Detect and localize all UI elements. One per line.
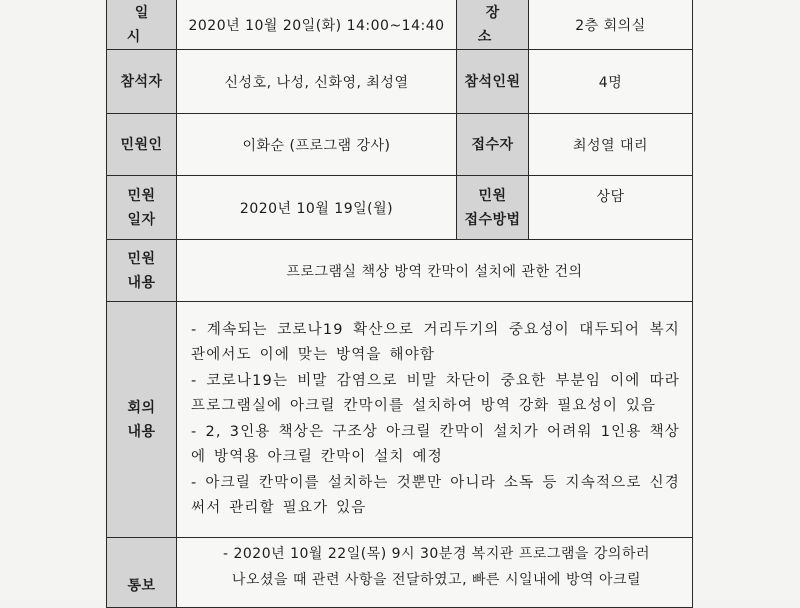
attendee-count-label: 참석인원 bbox=[457, 50, 529, 114]
petition-date-value: 2020년 10월 19일(월) bbox=[177, 176, 457, 240]
datetime-label: 일 시 bbox=[107, 0, 177, 50]
petition-content-label: 민원 내용 bbox=[107, 240, 177, 302]
row-petition-date bbox=[107, 176, 693, 240]
place-value: 2층 회의실 bbox=[529, 0, 693, 50]
notice-body bbox=[177, 538, 693, 608]
meeting-content-body bbox=[177, 302, 693, 538]
receiver-value: 최성열 대리 bbox=[529, 114, 693, 176]
petition-content-value: 프로그램실 책상 방역 칸막이 설치에 관한 건의 bbox=[177, 240, 693, 302]
attendees-label: 참석자 bbox=[107, 50, 177, 114]
row-datetime-place bbox=[107, 0, 693, 50]
petitioner-value: 이화순 (프로그램 강사) bbox=[177, 114, 457, 176]
receipt-method-label: 민원 접수방법 bbox=[457, 176, 529, 240]
petitioner-label: 민원인 bbox=[107, 114, 177, 176]
row-attendees bbox=[107, 50, 693, 114]
notice-line-2: 나오셨을 때 관련 사항을 전달하였고, 빠른 시일내에 방역 아크릴 bbox=[231, 571, 642, 588]
petition-date-label: 민원 일자 bbox=[107, 176, 177, 240]
row-petitioner bbox=[107, 114, 693, 176]
meeting-bullet-3: - 2, 3인용 책상은 구조상 아크릴 칸막이 설치가 어려워 1인용 책상에 방역용 아크릴 칸막이 설치 예정 bbox=[191, 423, 680, 465]
datetime-value: 2020년 10월 20일(화) 14:00~14:40 bbox=[177, 0, 457, 50]
meeting-bullet-2: - 코로나19는 비말 감염으로 비말 차단이 중요한 부분임 이에 따라 프로그램실에 아크릴 칸막이를 설치하여 방역 강화 필요성이 있음 bbox=[191, 372, 680, 414]
meeting-content-label: 회의 내용 bbox=[107, 302, 177, 538]
place-label: 장 소 bbox=[457, 0, 529, 50]
attendees-value: 신성호, 나성, 신화영, 최성열 bbox=[177, 50, 457, 114]
row-meeting-content bbox=[107, 302, 693, 538]
attendee-count-value: 4명 bbox=[529, 50, 693, 114]
meeting-minutes-table bbox=[106, 0, 693, 608]
receiver-label: 접수자 bbox=[457, 114, 529, 176]
row-notice bbox=[107, 538, 693, 608]
notice-label: 통보 bbox=[107, 538, 177, 608]
notice-line-1: - 2020년 10월 22일(목) 9시 30분경 복지관 프로그램을 강의하러 bbox=[222, 546, 650, 562]
receipt-method-value: 상담 bbox=[529, 176, 693, 240]
meeting-bullet-4: - 아크릴 칸막이를 설치하는 것뿐만 아니라 소독 등 지속적으로 신경써서 관리할 필요가 있음 bbox=[191, 474, 680, 516]
row-petition-content bbox=[107, 240, 693, 302]
meeting-bullet-1: - 계속되는 코로나19 확산으로 거리두기의 중요성이 대두되어 복지관에서도 이에 맞는 방역을 해야함 bbox=[191, 321, 680, 363]
